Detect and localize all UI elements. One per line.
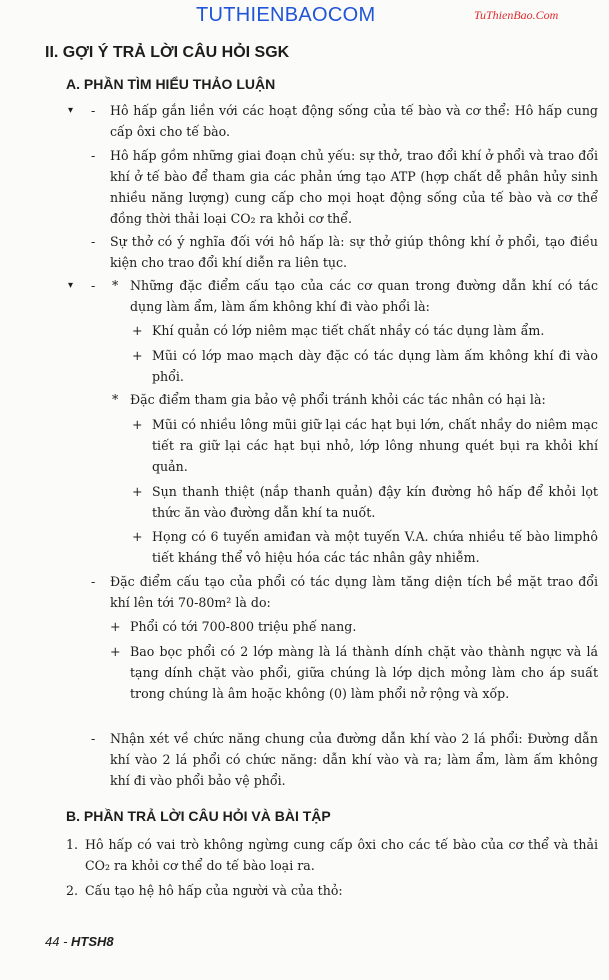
star1-sub-1: Khí quản có lớp niêm mạc tiết chất nhầy có tác dụng làm ẩm. bbox=[152, 323, 545, 338]
section-a-item-1: Hô hấp gắn liền với các hoạt động sống của tế bào và cơ thể: Hô hấp cung cấp ôxi cho tế bào. bbox=[110, 103, 598, 139]
star2-sub-3: Họng có 6 tuyến amiđan và một tuyến V.A. chứa nhiều tế bào limphô tiết kháng thể vô hiệu hóa các tác nhân gây nhiễm. bbox=[152, 529, 598, 565]
q2-text: Cấu tạo hệ hô hấp của người và của thỏ: bbox=[85, 883, 343, 898]
plus-bullet: + bbox=[132, 348, 143, 363]
dash-bullet: - bbox=[91, 103, 96, 118]
page-number: 44 bbox=[45, 934, 60, 949]
q1-number: 1. bbox=[66, 837, 79, 852]
plus-bullet: + bbox=[132, 529, 143, 544]
lung-sub-2: Bao bọc phổi có 2 lớp màng là lá thành dính chặt vào thành ngực và lá tạng dính chặt vào phổi, giữa chúng là lớp dịch mỏng làm cho áp suất trong chúng là âm hoặc không (0) làm phổi nở rộng và xốp. bbox=[130, 644, 598, 701]
star1-sub-2: Mũi có lớp mao mạch dày đặc có tác dụng làm ấm không khí đi vào phổi. bbox=[152, 348, 598, 384]
lung-text: Đặc điểm cấu tạo của phổi có tác dụng làm tăng diện tích bề mặt trao đổi khí lên tới 70-80m² là do: bbox=[110, 574, 598, 610]
dash-bullet: - bbox=[91, 278, 96, 293]
q2-number: 2. bbox=[66, 883, 79, 898]
star2-sub-2: Sụn thanh thiệt (nắp thanh quản) đậy kín đường hô hấp để khỏi lọt thức ăn vào đường dẫn khí ta nuốt. bbox=[152, 484, 598, 520]
arrow-down-icon: ▾ bbox=[68, 105, 74, 116]
section-a-item-3: Sự thở có ý nghĩa đối với hô hấp là: sự thở giúp thông khí ở phổi, tạo điều kiện cho trao đổi khí diễn ra liên tục. bbox=[110, 234, 598, 270]
watermark-left: TUTHIENBAOCOM bbox=[196, 4, 376, 26]
section-a-title: A. PHẦN TÌM HIỂU THẢO LUẬN bbox=[66, 76, 276, 92]
watermark-right: TuThienBao.Com bbox=[474, 8, 559, 22]
page-footer bbox=[45, 934, 114, 949]
star2-text: Đặc điểm tham gia bảo vệ phổi tránh khỏi các tác nhân có hại là: bbox=[130, 392, 546, 407]
dash-bullet: - bbox=[91, 731, 96, 746]
plus-bullet: + bbox=[110, 644, 121, 659]
book-code: HTSH8 bbox=[71, 934, 114, 949]
arrow-down-icon: ▾ bbox=[68, 280, 74, 291]
lung-sub-1: Phổi có tới 700-800 triệu phế nang. bbox=[130, 619, 357, 634]
section-a-last: Nhận xét về chức năng chung của đường dẫn khí vào 2 lá phổi: Đường dẫn khí vào 2 lá phổi có chức năng: dẫn khí vào và ra; làm ẩm, làm ấm không khí đi vào phổi bảo vệ phổi. bbox=[110, 731, 598, 788]
plus-bullet: + bbox=[132, 484, 143, 499]
dash-bullet: - bbox=[91, 148, 96, 163]
plus-bullet: + bbox=[132, 417, 143, 432]
dash-bullet: - bbox=[91, 574, 96, 589]
star-bullet: * bbox=[112, 392, 119, 407]
plus-bullet: + bbox=[132, 323, 143, 338]
q1-text: Hô hấp có vai trò không ngừng cung cấp ôxi cho các tế bào của cơ thể và thải CO₂ ra khỏi cơ thể do tế bào loại ra. bbox=[85, 837, 598, 873]
section-a-item-2: Hô hấp gồm những giai đoạn chủ yếu: sự thở, trao đổi khí ở phổi và trao đổi khí ở tế bào để tham gia các phản ứng tạo ATP (hợp chất dễ phân hủy sinh nhiều năng lượng) cung cấp cho mọi hoạt động sống của tế bào và cơ thể đồng thời thải loại CO₂ ra khỏi cơ thể. bbox=[110, 148, 598, 226]
section-b-title: B. PHẦN TRẢ LỜI CÂU HỎI VÀ BÀI TẬP bbox=[66, 808, 331, 824]
star2-sub-1: Mũi có nhiều lông mũi giữ lại các hạt bụi lớn, chất nhầy do niêm mạc tiết ra giữ lại các hạt bụi nhỏ, lớp lông nhung quét bụi ra khỏi khí quản. bbox=[152, 417, 598, 474]
star1-text: Những đặc điểm cấu tạo của các cơ quan trong đường dẫn khí có tác dụng làm ẩm, làm ấm không khí đi vào phổi là: bbox=[130, 278, 598, 314]
star-bullet: * bbox=[112, 278, 119, 293]
footer-separator: - bbox=[59, 934, 72, 949]
heading-main: II. GỢI Ý TRẢ LỜI CÂU HỎI SGK bbox=[45, 44, 290, 61]
plus-bullet: + bbox=[110, 619, 121, 634]
dash-bullet: - bbox=[91, 234, 96, 249]
